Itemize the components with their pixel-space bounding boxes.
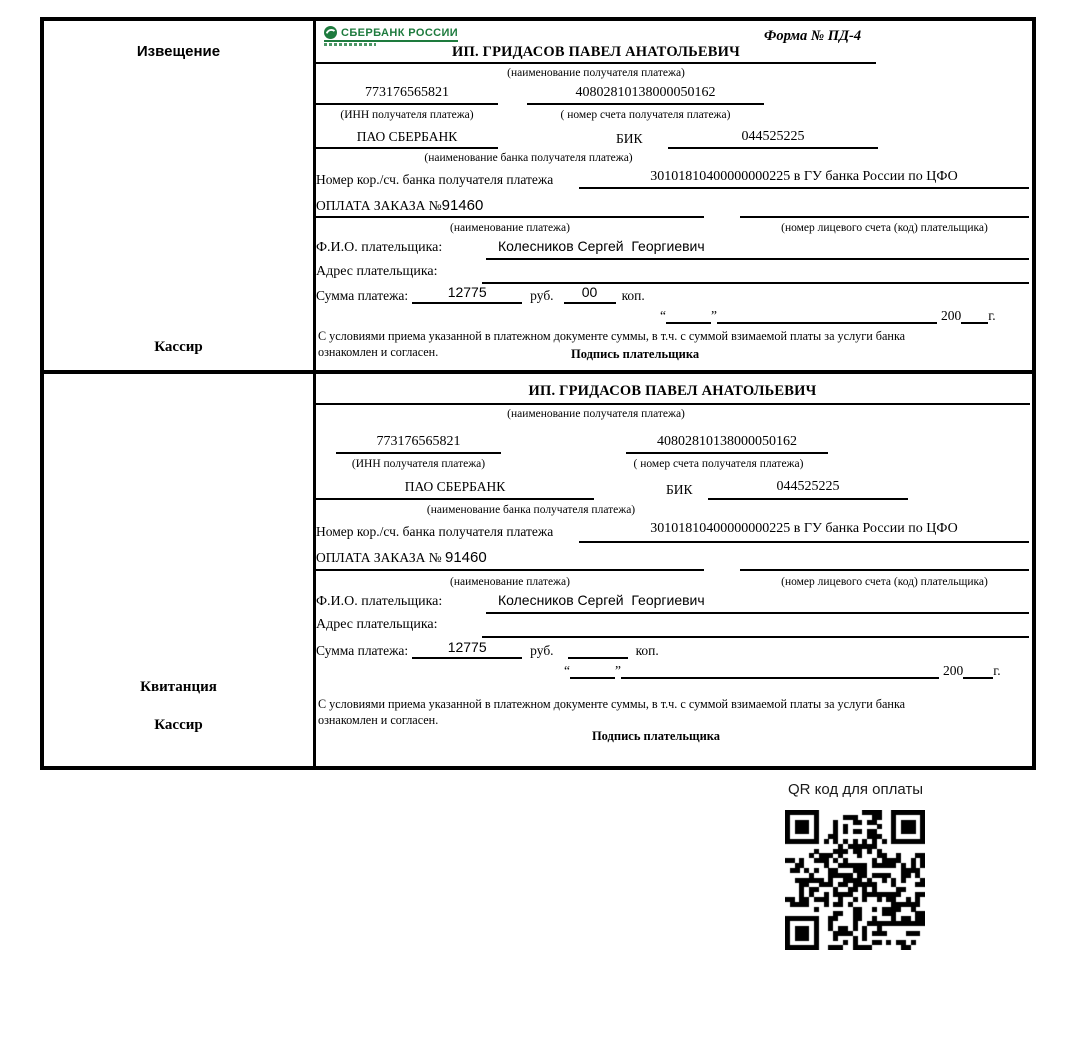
payer-address-value [482,262,1029,284]
receipt-form-area [316,374,1032,766]
qr-label: QR код для оплаты [788,781,924,798]
payer-address-label: Адрес плательщика: [316,617,438,632]
year-suffix: г. [988,308,996,323]
kop-label: коп. [635,643,659,658]
purpose-caption: (наименование платежа) [450,576,570,588]
payer-signature-label: Подпись плательщика [591,729,721,743]
receipt-section [40,370,1036,770]
agreement-text [318,329,998,361]
personal-account-field [740,549,1029,571]
notice-section [40,17,1036,374]
sum-label: Сумма платежа: [316,643,409,658]
sum-row [316,639,659,659]
payment-purpose [316,549,704,571]
sum-rub-value: 12775 [412,639,522,659]
quote-open: “ [564,663,570,678]
qr-code [785,810,925,950]
payer-name-label: Ф.И.О. плательщика: [316,240,443,255]
account-caption: ( номер счета получателя платежа) [633,458,804,470]
payee-caption: (наименование получателя платежа) [507,408,685,420]
account-value: 40802810138000050162 [626,434,828,454]
sum-label: Сумма платежа: [316,288,409,303]
notice-stub-title: Извещение [136,43,221,60]
inn-value: 773176565821 [316,85,498,105]
purpose-caption: (наименование платежа) [450,222,570,234]
rub-label: руб. [530,288,554,303]
kop-label: коп. [621,288,645,303]
payment-purpose-text: ОПЛАТА ЗАКАЗА № [316,550,445,565]
payer-name-value: Колесников Сергей Георгиевич [486,238,1029,260]
corr-account-label: Номер кор./сч. банка получателя платежа [316,172,554,187]
bik-label: БИК [616,131,643,146]
sberbank-logo-row [324,26,458,42]
agreement-line2: ознакомлен и согласен. [318,344,439,359]
form-number-label: Форма № ПД-4 [764,28,862,44]
date-day-field [570,661,615,679]
year-prefix: 200 [943,663,964,678]
year-prefix: 200 [941,308,962,323]
corr-account-value: 30101810400000000225 в ГУ банка России по ЦФО [579,521,1029,543]
bik-value: 044525225 [708,479,908,500]
date-month-field [717,306,937,324]
bik-label: БИК [666,482,693,497]
sum-row [316,284,645,304]
receipt-cashier-label: Кассир [154,717,203,733]
payer-address-value [482,615,1029,638]
personal-account-caption: (номер лицевого счета (код) плательщика) [781,222,988,234]
personal-account-caption: (номер лицевого счета (код) плательщика) [781,576,988,588]
payment-purpose-text: ОПЛАТА ЗАКАЗА № [316,198,442,213]
corr-account-label: Номер кор./сч. банка получателя платежа [316,524,554,539]
date-day-field [666,306,711,324]
payer-name-label: Ф.И.О. плательщика: [316,594,443,609]
quote-close: ” [615,663,621,678]
receipt-stub-title: Квитанция [140,679,217,695]
inn-value: 773176565821 [336,434,501,454]
payer-signature-label: Подпись плательщика [571,347,700,361]
rub-label: руб. [530,643,554,658]
receipt-stub [44,374,316,766]
payment-purpose-number: 91460 [445,549,487,566]
inn-caption: (ИНН получателя платежа) [340,109,474,121]
payee-caption: (наименование получателя платежа) [507,67,685,79]
notice-form-area [316,21,1032,370]
payer-name-value: Колесников Сергей Георгиевич [486,592,1029,614]
sum-kop-value: 00 [564,284,616,304]
agreement-text [318,697,998,729]
account-value: 40802810138000050162 [527,85,764,105]
sum-kop-value [568,639,628,659]
bank-caption: (наименование банка получателя платежа) [426,504,636,516]
notice-cashier-label: Кассир [154,339,203,355]
corr-account-value: 30101810400000000225 в ГУ банка России по ЦФО [579,169,1029,189]
agreement-line1: С условиями приема указанной в платежном документе суммы, в т.ч. с суммой взимаемой платы за услуги банка [318,697,906,711]
payee-name-line [316,62,876,64]
date-month-field [621,661,939,679]
sberbank-logo-icon [324,26,337,39]
bik-value: 044525225 [668,129,878,149]
bank-caption: (наименование банка получателя платежа) [424,152,633,164]
personal-account-field [740,197,1029,218]
date-row [564,661,1001,679]
payer-address-label: Адрес плательщика: [316,264,438,279]
year-field [963,661,993,679]
year-field [961,306,988,324]
payee-name-line [316,403,1030,405]
payee-name: ИП. ГРИДАСОВ ПАВЕЛ АНАТОЛЬЕВИЧ [452,44,740,60]
quote-open: “ [660,308,666,323]
notice-stub [44,21,316,370]
sberbank-logo-text: СБЕРБАНК РОССИИ [341,26,459,39]
agreement-line2: ознакомлен и согласен. [318,712,439,727]
bank-name: ПАО СБЕРБАНК [316,129,498,149]
inn-caption: (ИНН получателя платежа) [351,458,486,470]
account-caption: ( номер счета получателя платежа) [560,109,731,121]
bank-name: ПАО СБЕРБАНК [316,479,594,500]
year-suffix: г. [993,663,1001,678]
quote-close: ” [711,308,717,323]
agreement-line1: С условиями приема указанной в платежном документе суммы, в т.ч. с суммой взимаемой платы за услуги банка [318,329,906,343]
sberbank-logo [324,26,458,46]
payee-name: ИП. ГРИДАСОВ ПАВЕЛ АНАТОЛЬЕВИЧ [528,383,817,399]
date-row [660,306,996,324]
sum-rub-value: 12775 [412,284,522,304]
payment-purpose-number: 91460 [441,197,484,214]
payment-purpose [316,197,704,218]
